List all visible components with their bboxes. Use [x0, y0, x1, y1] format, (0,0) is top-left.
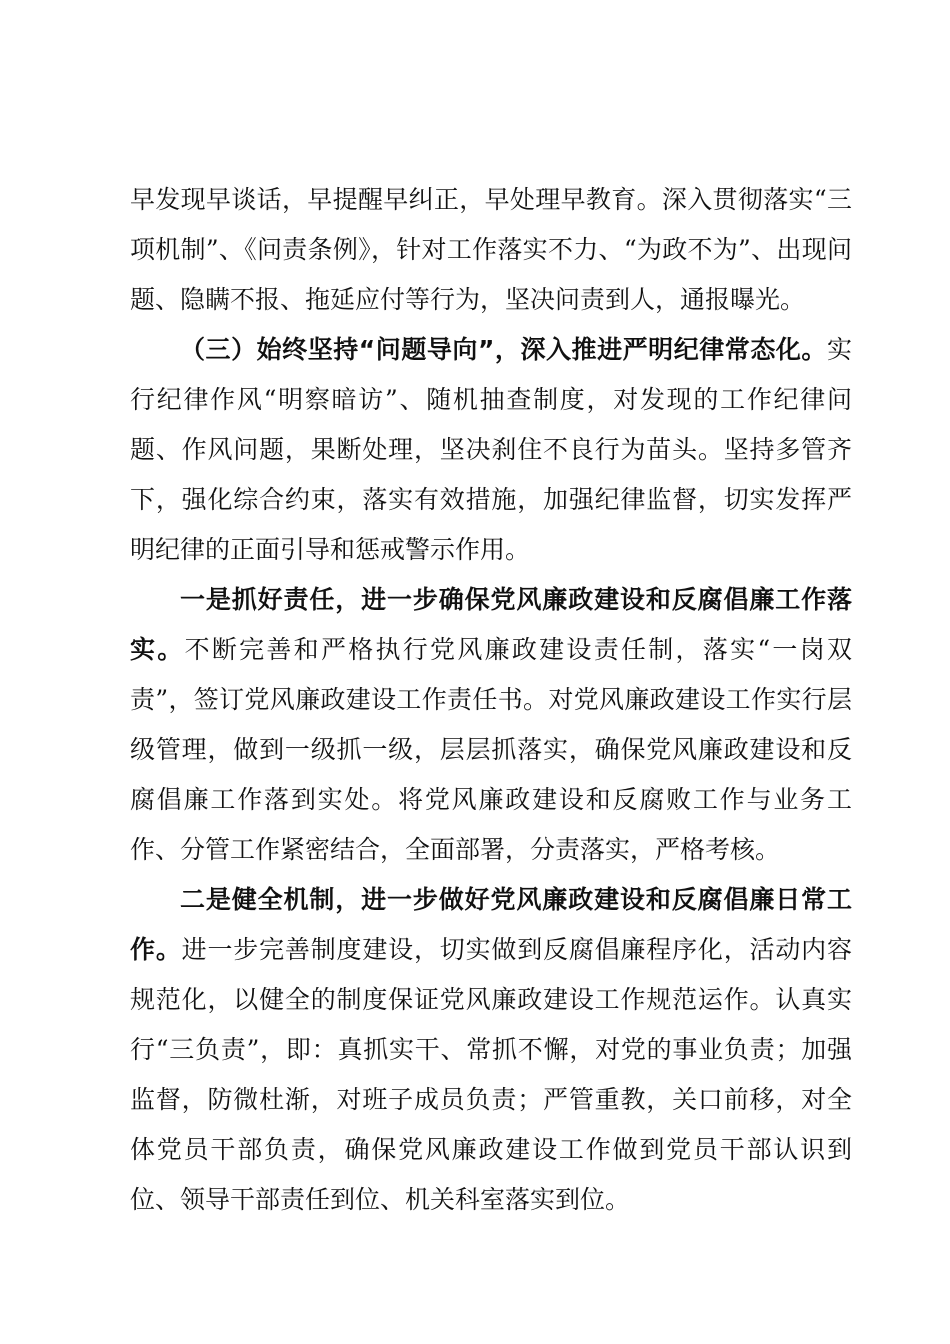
section-heading: （三）始终坚持“问题导向”，深入推进严明纪律常态化。: [180, 335, 827, 364]
document-body: [130, 175, 852, 1225]
paragraph-body: 不断完善和严格执行党风廉政建设责任制，落实“一岗双责”，签订党风廉政建设工作责任书。对党风廉政建设工作实行层级管理，做到一级抓一级，层层抓落实，确保党风廉政建设和反腐倡廉工作落到实处。将党风廉政建设和反腐败工作与业务工作、分管工作紧密结合，全面部署，分责落实，严格考核。: [130, 635, 852, 864]
point-heading: 二是健全机制，进一步做好党风廉政建设和反腐倡廉日常工作。: [130, 885, 852, 964]
paragraph-body: 进一步完善制度建设，切实做到反腐倡廉程序化，活动内容规范化，以健全的制度保证党风廉政建设工作规范运作。认真实行“三负责”，即：真抓实干、常抓不懈，对党的事业负责；加强监督，防微杜渐，对班子成员负责；严管重教，关口前移，对全体党员干部负责，确保党风廉政建设工作做到党员干部认识到位、领导干部责任到位、机关科室落实到位。: [130, 935, 852, 1214]
paragraph-point-one: [130, 575, 852, 875]
paragraph-section-three: [130, 325, 852, 575]
point-heading: 一是抓好责任，进一步确保党风廉政建设和反腐倡廉工作落实。: [130, 585, 852, 664]
paragraph-point-two: [130, 875, 852, 1225]
paragraph-body: 实行纪律作风“明察暗访”、随机抽查制度，对发现的工作纪律问题、作风问题，果断处理，坚决刹住不良行为苗头。坚持多管齐下，强化综合约束，落实有效措施，加强纪律监督，切实发挥严明纪律的正面引导和惩戒警示作用。: [130, 335, 852, 564]
paragraph-continuation: [130, 175, 852, 325]
paragraph-body: 早发现早谈话，早提醒早纠正，早处理早教育。深入贯彻落实“三项机制”、《问责条例》，针对工作落实不力、“为政不为”、出现问题、隐瞒不报、拖延应付等行为，坚决问责到人，通报曝光。: [130, 185, 852, 314]
